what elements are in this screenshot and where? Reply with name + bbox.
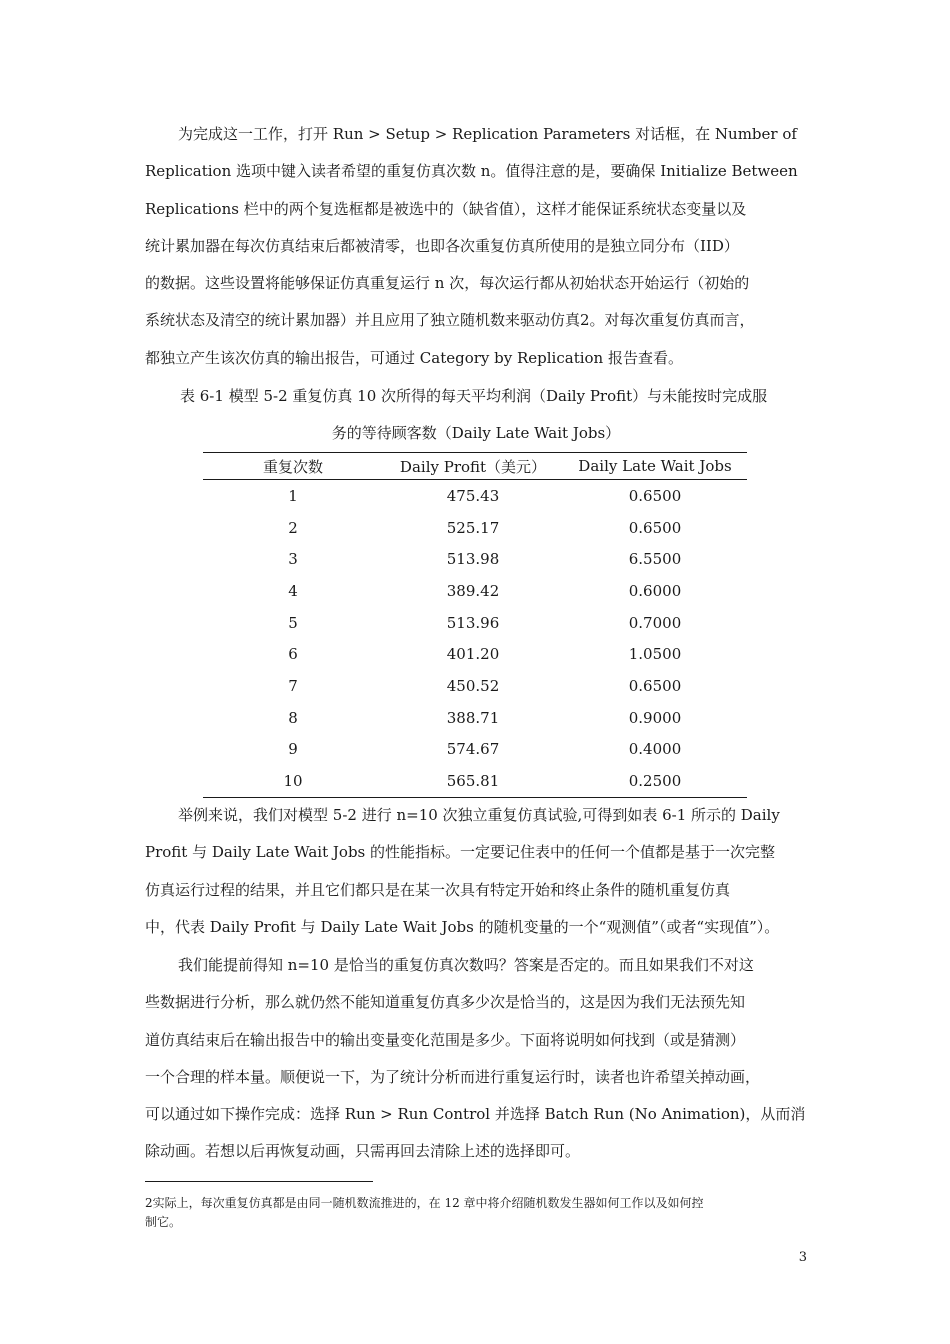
cell-profit: 475.43 xyxy=(446,486,500,505)
paragraph-example xyxy=(145,797,807,946)
table-row xyxy=(203,765,747,797)
cell-profit: 388.71 xyxy=(446,708,500,727)
cell-replication: 3 xyxy=(288,550,298,569)
header-late-wait-jobs: Daily Late Wait Jobs xyxy=(563,453,747,480)
text-line: 仿真运行过程的结果，并且它们都只是在某一次具有特定开始和终止条件的随机重复仿真 xyxy=(145,880,731,899)
text-line: Replication 选项中键入读者希望的重复仿真次数 n。值得注意的是，要确保 Initialize Between xyxy=(145,162,798,181)
cell-late-jobs: 0.6500 xyxy=(628,676,682,695)
cell-late-jobs: 0.2500 xyxy=(563,765,747,797)
cell-replication: 7 xyxy=(288,676,298,695)
table-row xyxy=(203,702,747,734)
text-line: 道仿真结束后在输出报告中的输出变量变化范围是多少。下面将说明如何找到（或是猜测） xyxy=(145,1030,746,1049)
text-line: Replications 栏中的两个复选框都是被选中的（缺省值），这样才能保证系统状态变量以及 xyxy=(145,199,747,218)
cell-late-jobs: 0.6500 xyxy=(628,518,682,537)
cell-replication: 4 xyxy=(288,581,298,600)
cell-replication: 1 xyxy=(288,486,298,505)
text-line: 可以通过如下操作完成：选择 Run > Run Control 并选择 Batch Run (No Animation)，从而消 xyxy=(145,1105,806,1124)
table-row xyxy=(203,638,747,670)
cell-late-jobs: 0.9000 xyxy=(628,708,682,727)
table-row xyxy=(203,607,747,639)
cell-replication: 5 xyxy=(288,613,298,632)
cell-profit: 525.17 xyxy=(446,518,500,537)
text-line: 除动画。若想以后再恢复动画，只需再回去清除上述的选择即可。 xyxy=(145,1142,581,1161)
cell-profit: 574.67 xyxy=(446,740,500,759)
text-line: 为完成这一工作，打开 Run > Setup > Replication Parameters 对话框，在 Number of xyxy=(178,125,797,143)
cell-replication: 8 xyxy=(288,708,298,727)
footnote xyxy=(145,1194,807,1232)
footnote-divider xyxy=(145,1181,373,1182)
header-daily-profit: Daily Profit（美元） xyxy=(383,453,563,480)
cell-profit: 565.81 xyxy=(383,765,563,797)
replication-results-table xyxy=(203,452,747,798)
cell-replication: 9 xyxy=(288,740,298,759)
table-header-row xyxy=(203,453,747,480)
text-line: Profit 与 Daily Late Wait Jobs 的性能指标。一定要记住表中的任何一个值都是基于一次完整 xyxy=(145,843,776,862)
table-row xyxy=(203,480,747,512)
table-row xyxy=(203,734,747,766)
cell-late-jobs: 0.4000 xyxy=(628,740,682,759)
table-caption-line1: 表 6-1 模型 5-2 重复仿真 10 次所得的每天平均利润（Daily Profit）与未能按时完成服 xyxy=(180,387,768,405)
header-replication: 重复次数 xyxy=(203,453,383,480)
text-line: 中，代表 Daily Profit 与 Daily Late Wait Jobs 的随机变量的一个“观测值”（或者“实现值”）。 xyxy=(145,917,780,936)
text-line: 系统状态及清空的统计累加器）并且应用了独立随机数来驱动仿真2。对每次重复仿真而言， xyxy=(145,311,755,330)
text-line: 我们能提前得知 n=10 是恰当的重复仿真次数吗？答案是否定的。而且如果我们不对这 xyxy=(178,956,754,974)
table-row xyxy=(203,670,747,702)
footnote-line: 制它。 xyxy=(145,1215,182,1229)
cell-late-jobs: 1.0500 xyxy=(628,645,682,664)
text-line: 都独立产生该次仿真的输出报告，可通过 Category by Replication 报告查看。 xyxy=(145,348,683,367)
cell-profit: 401.20 xyxy=(446,645,500,664)
paragraph-sample-size xyxy=(145,947,807,1171)
cell-profit: 450.52 xyxy=(446,676,500,695)
cell-replication: 2 xyxy=(288,518,298,537)
cell-profit: 513.98 xyxy=(446,550,500,569)
text-line: 统计累加器在每次仿真结束后都被清零，也即各次重复仿真所使用的是独立同分布（IID） xyxy=(145,236,739,255)
text-line: 的数据。这些设置将能够保证仿真重复运行 n 次，每次运行都从初始状态开始运行（初始的 xyxy=(145,274,750,293)
cell-late-jobs: 0.7000 xyxy=(628,613,682,632)
footnote-line: 2实际上，每次重复仿真都是由同一随机数流推进的，在 12 章中将介绍随机数发生器如何工作以及如何控 xyxy=(145,1196,704,1210)
cell-replication: 6 xyxy=(288,645,298,664)
cell-profit: 513.96 xyxy=(446,613,500,632)
text-line: 一个合理的样本量。顺便说一下，为了统计分析而进行重复运行时，读者也许希望关掉动画， xyxy=(145,1067,761,1086)
cell-replication: 10 xyxy=(203,765,383,797)
cell-late-jobs: 6.5500 xyxy=(628,550,682,569)
text-line: 举例来说，我们对模型 5-2 进行 n=10 次独立重复仿真试验,可得到如表 6-1 所示的 Daily xyxy=(178,806,780,824)
table-row xyxy=(203,543,747,575)
cell-late-jobs: 0.6500 xyxy=(628,486,682,505)
page-number: 3 xyxy=(798,1250,807,1265)
cell-late-jobs: 0.6000 xyxy=(628,581,682,600)
table-caption-line2: 务的等待顾客数（Daily Late Wait Jobs） xyxy=(331,424,621,442)
paragraph-replication-setup xyxy=(145,116,807,377)
cell-profit: 389.42 xyxy=(446,581,500,600)
text-line: 些数据进行分析，那么就仍然不能知道重复仿真多少次是恰当的，这是因为我们无法预先知 xyxy=(145,993,746,1012)
table-row xyxy=(203,512,747,544)
table-row xyxy=(203,575,747,607)
